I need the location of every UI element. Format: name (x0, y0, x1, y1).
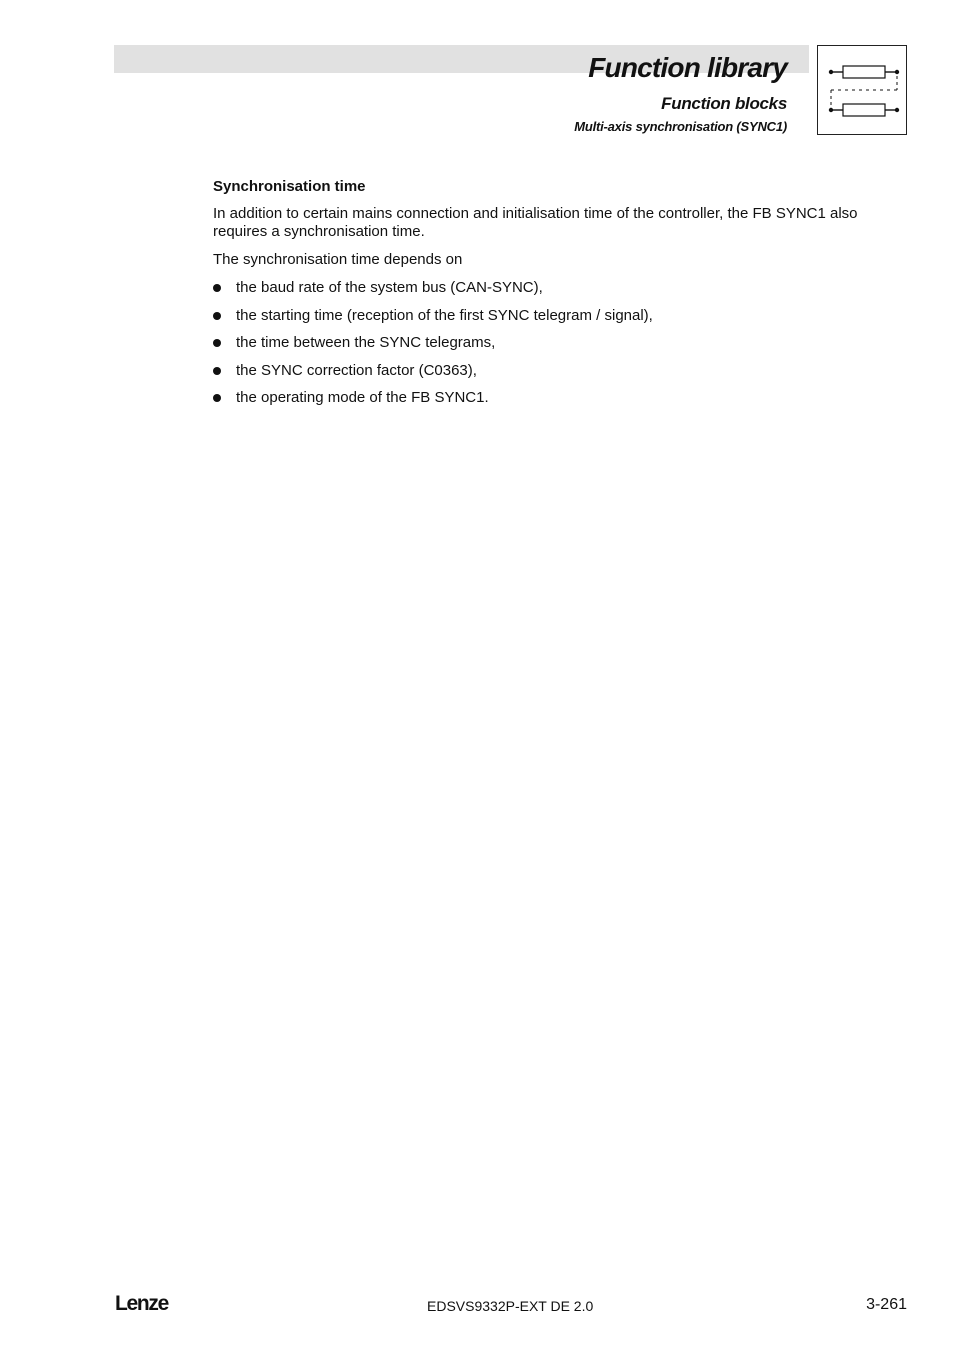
list-item-text: the operating mode of the FB SYNC1. (236, 389, 489, 406)
list-item (213, 279, 911, 297)
page-title: Function library (588, 52, 787, 83)
bullet-icon (213, 312, 221, 320)
dependency-list (213, 279, 911, 407)
lenze-logo: Lenze (115, 1292, 169, 1315)
list-item (213, 362, 911, 380)
intro-paragraph: In addition to certain mains connection and initialisation time of the controller, the FB SYNC1 also requires a synchronisation time. (213, 205, 858, 240)
main-content (213, 178, 911, 417)
function-block-diagram-icon (817, 45, 907, 135)
list-item-text: the SYNC correction factor (C0363), (236, 361, 477, 379)
subsection-subtitle: Multi-axis synchronisation (SYNC1) (574, 119, 787, 134)
document-id: EDSVS9332P-EXT DE 2.0 (427, 1298, 594, 1314)
section-subtitle: Function blocks (661, 94, 787, 113)
depends-paragraph: The synchronisation time depends on (213, 251, 463, 268)
list-item (213, 307, 911, 325)
bullet-icon (213, 339, 221, 347)
bullet-icon (213, 367, 221, 375)
bullet-icon (213, 284, 221, 292)
list-item (213, 334, 911, 352)
list-item (213, 389, 911, 407)
list-item-text: the baud rate of the system bus (CAN-SYNC), (236, 279, 543, 296)
bullet-icon (213, 394, 221, 402)
section-heading: Synchronisation time (213, 178, 366, 195)
page-number: 3-261 (866, 1296, 907, 1313)
list-item-text: the time between the SYNC telegrams, (236, 334, 496, 351)
list-item-text: the starting time (reception of the first SYNC telegram / signal), (236, 306, 653, 324)
